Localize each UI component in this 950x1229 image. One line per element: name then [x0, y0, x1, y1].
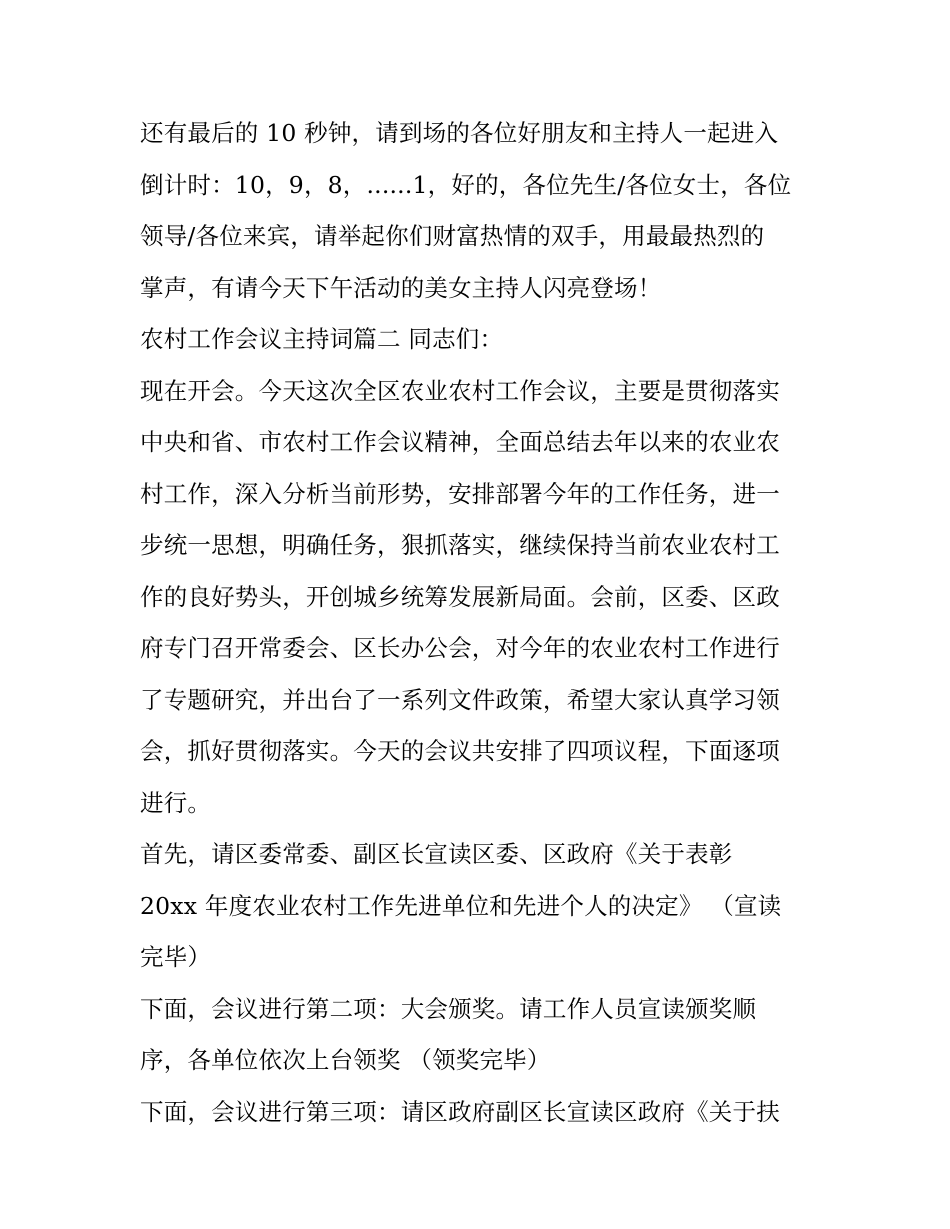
- text-line: 步统一思想，明确任务，狠抓落实，继续保持当前农业农村工: [140, 531, 780, 559]
- text-line: 了专题研究，并出台了一系列文件政策，希望大家认真学习领: [140, 685, 780, 714]
- text-line: 现在开会。今天这次全区农业农村工作会议，主要是贯彻落实: [140, 376, 780, 405]
- text-line: 掌声，有请今天下午活动的美女主持人闪亮登场！: [140, 273, 662, 302]
- text-line: 中央和省、市农村工作会议精神，全面总结去年以来的农业农: [140, 428, 780, 456]
- text-line: 还有最后的 10 秒钟，请到场的各位好朋友和主持人一起进入: [140, 119, 779, 147]
- text-line: 村工作，深入分析当前形势，安排部署今年的工作任务，进一: [140, 479, 780, 508]
- text-line: 府专门召开常委会、区长办公会，对今年的农业农村工作进行: [140, 634, 780, 662]
- section-heading-line: 农村工作会议主持词篇二 同志们：: [140, 325, 504, 353]
- text-line: 作的良好势头，开创城乡统筹发展新局面。会前，区委、区政: [140, 582, 780, 611]
- text-line: 20xx 年度农业农村工作先进单位和先进个人的决定》 （宣读: [140, 891, 782, 920]
- text-line: 下面，会议进行第二项：大会颁奖。请工作人员宣读颁奖顺: [140, 994, 757, 1023]
- text-line: 会，抓好贯彻落实。今天的会议共安排了四项议程，下面逐项: [140, 737, 780, 765]
- text-line: 领导/各位来宾，请举起你们财富热情的双手，用最最热烈的: [140, 222, 765, 250]
- text-line: 进行。: [140, 788, 212, 817]
- text-line: 完毕）: [140, 943, 212, 971]
- text-line: 下面，会议进行第三项：请区政府副区长宣读区政府《关于扶: [140, 1097, 780, 1126]
- text-line: 序，各单位依次上台领奖 （领奖完毕）: [140, 1046, 551, 1074]
- document-body: [140, 108, 820, 1138]
- text-line: 首先，请区委常委、副区长宣读区委、区政府《关于表彰: [140, 840, 733, 868]
- text-line: 倒计时：10，9，8，......1，好的，各位先生/各位女士，各位: [140, 170, 792, 199]
